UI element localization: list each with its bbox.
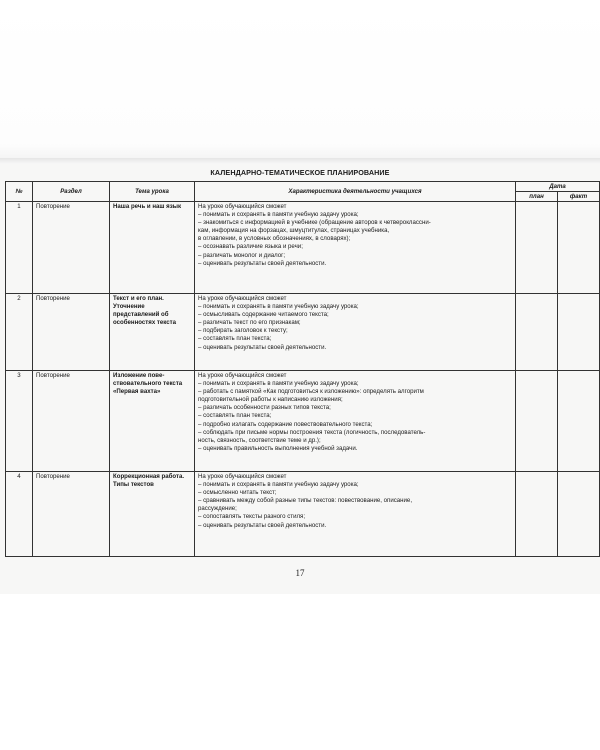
table-row — [6, 294, 600, 371]
characteristic-line: – подбирать заголовок к тексту; — [198, 327, 288, 335]
characteristic-line: На уроке обучающийся сможет — [198, 295, 287, 302]
characteristic-line: – составлять план текста; — [198, 412, 272, 420]
row-section: Повторение — [33, 371, 110, 472]
characteristic-line: – составлять план текста; — [198, 335, 272, 343]
header-fact: факт — [558, 192, 600, 202]
planning-table — [5, 181, 600, 557]
header-plan: план — [516, 192, 558, 202]
page-title: КАЛЕНДАРНО-ТЕМАТИЧЕСКОЕ ПЛАНИРОВАНИЕ — [210, 168, 390, 177]
table-header — [6, 182, 600, 202]
row-number: 1 — [6, 202, 33, 294]
characteristic-line: в оглавлении, в условных обозначениях, в словарях); — [198, 235, 351, 243]
header-topic: Тема урока — [110, 182, 195, 202]
row-topic: Коррекционная работа. Типы текстов — [110, 472, 195, 557]
row-characteristic — [195, 371, 516, 472]
characteristic-line: На уроке обучающийся сможет — [198, 372, 287, 379]
row-number: 3 — [6, 371, 33, 472]
header-date: Дата — [516, 182, 600, 192]
row-section: Повторение — [33, 472, 110, 557]
characteristic-line: – оценивать результаты своей деятельности. — [198, 343, 327, 351]
row-section: Повторение — [33, 202, 110, 294]
characteristic-line: – различать особенности разных типов текста; — [198, 404, 331, 412]
row-characteristic — [195, 472, 516, 557]
row-date-fact — [558, 371, 600, 472]
row-number: 2 — [6, 294, 33, 371]
characteristic-line: – осмысленно читать текст; — [198, 489, 277, 497]
row-date-plan — [516, 472, 558, 557]
row-characteristic — [195, 294, 516, 371]
characteristic-line: – оценивать результаты своей деятельности. — [198, 521, 327, 529]
characteristic-line: – сравнивать между собой разные типы текстов: повествование, описание, — [198, 497, 413, 505]
characteristic-line: На уроке обучающийся сможет — [198, 203, 287, 210]
characteristic-line: – оценивать правильность выполнения учебной задачи. — [198, 444, 358, 452]
characteristic-line: – понимать и сохранять в памяти учебную задачу урока; — [198, 211, 359, 219]
characteristic-line: – работать с памяткой «Как подготовиться к изложению»: определять алгоритм — [198, 388, 424, 396]
row-topic: Текст и его план. Уточнение представлений об особенностях текста — [110, 294, 195, 371]
characteristic-line: подготовительной работы к написанию изложения; — [198, 396, 343, 404]
header-characteristic: Характеристика деятельности учащихся — [195, 182, 516, 202]
row-date-fact — [558, 202, 600, 294]
row-topic: Наша речь и наш язык — [110, 202, 195, 294]
page-number: 17 — [295, 568, 305, 578]
table-row — [6, 202, 600, 294]
characteristic-line: – понимать и сохранять в памяти учебную задачу урока; — [198, 380, 359, 388]
row-date-fact — [558, 472, 600, 557]
characteristic-line: – оценивать результаты своей деятельности. — [198, 259, 327, 267]
row-date-fact — [558, 294, 600, 371]
table-row — [6, 371, 600, 472]
characteristic-line: На уроке обучающийся сможет — [198, 473, 287, 480]
row-number: 4 — [6, 472, 33, 557]
header-section: Раздел — [33, 182, 110, 202]
row-topic: Изложение пове-ствовательного текста «Первая вахта» — [110, 371, 195, 472]
characteristic-line: – различать монолог и диалог; — [198, 251, 286, 259]
table-body — [6, 202, 600, 557]
row-date-plan — [516, 294, 558, 371]
scan-margin-top — [0, 0, 600, 160]
row-section: Повторение — [33, 294, 110, 371]
row-characteristic — [195, 202, 516, 294]
characteristic-line: кам, информация на форзацах, шмуцтитулах, страницах учебника, — [198, 227, 390, 235]
characteristic-line: – знакомиться с информацией в учебнике (обращение авторов к четвероклассни- — [198, 219, 431, 227]
characteristic-line: – сопоставлять тексты разного стиля; — [198, 513, 306, 521]
characteristic-line: – понимать и сохранять в памяти учебную задачу урока; — [198, 303, 359, 311]
row-date-plan — [516, 371, 558, 472]
characteristic-line: ность, связность, соответствие теме и др.); — [198, 436, 321, 444]
characteristic-line: – понимать и сохранять в памяти учебную задачу урока; — [198, 481, 359, 489]
characteristic-line: – осознавать различие языка и речи; — [198, 243, 303, 251]
characteristic-line: – соблюдать при письме нормы построения текста (логичность, последователь- — [198, 428, 426, 436]
characteristic-line: рассуждение; — [198, 505, 237, 513]
row-date-plan — [516, 202, 558, 294]
header-num: № — [6, 182, 33, 202]
table-row — [6, 472, 600, 557]
characteristic-line: – подробно излагать содержание повествовательного текста; — [198, 420, 373, 428]
characteristic-line: – различать текст по его признакам; — [198, 319, 301, 327]
characteristic-line: – осмысливать содержание читаемого текста; — [198, 311, 329, 319]
